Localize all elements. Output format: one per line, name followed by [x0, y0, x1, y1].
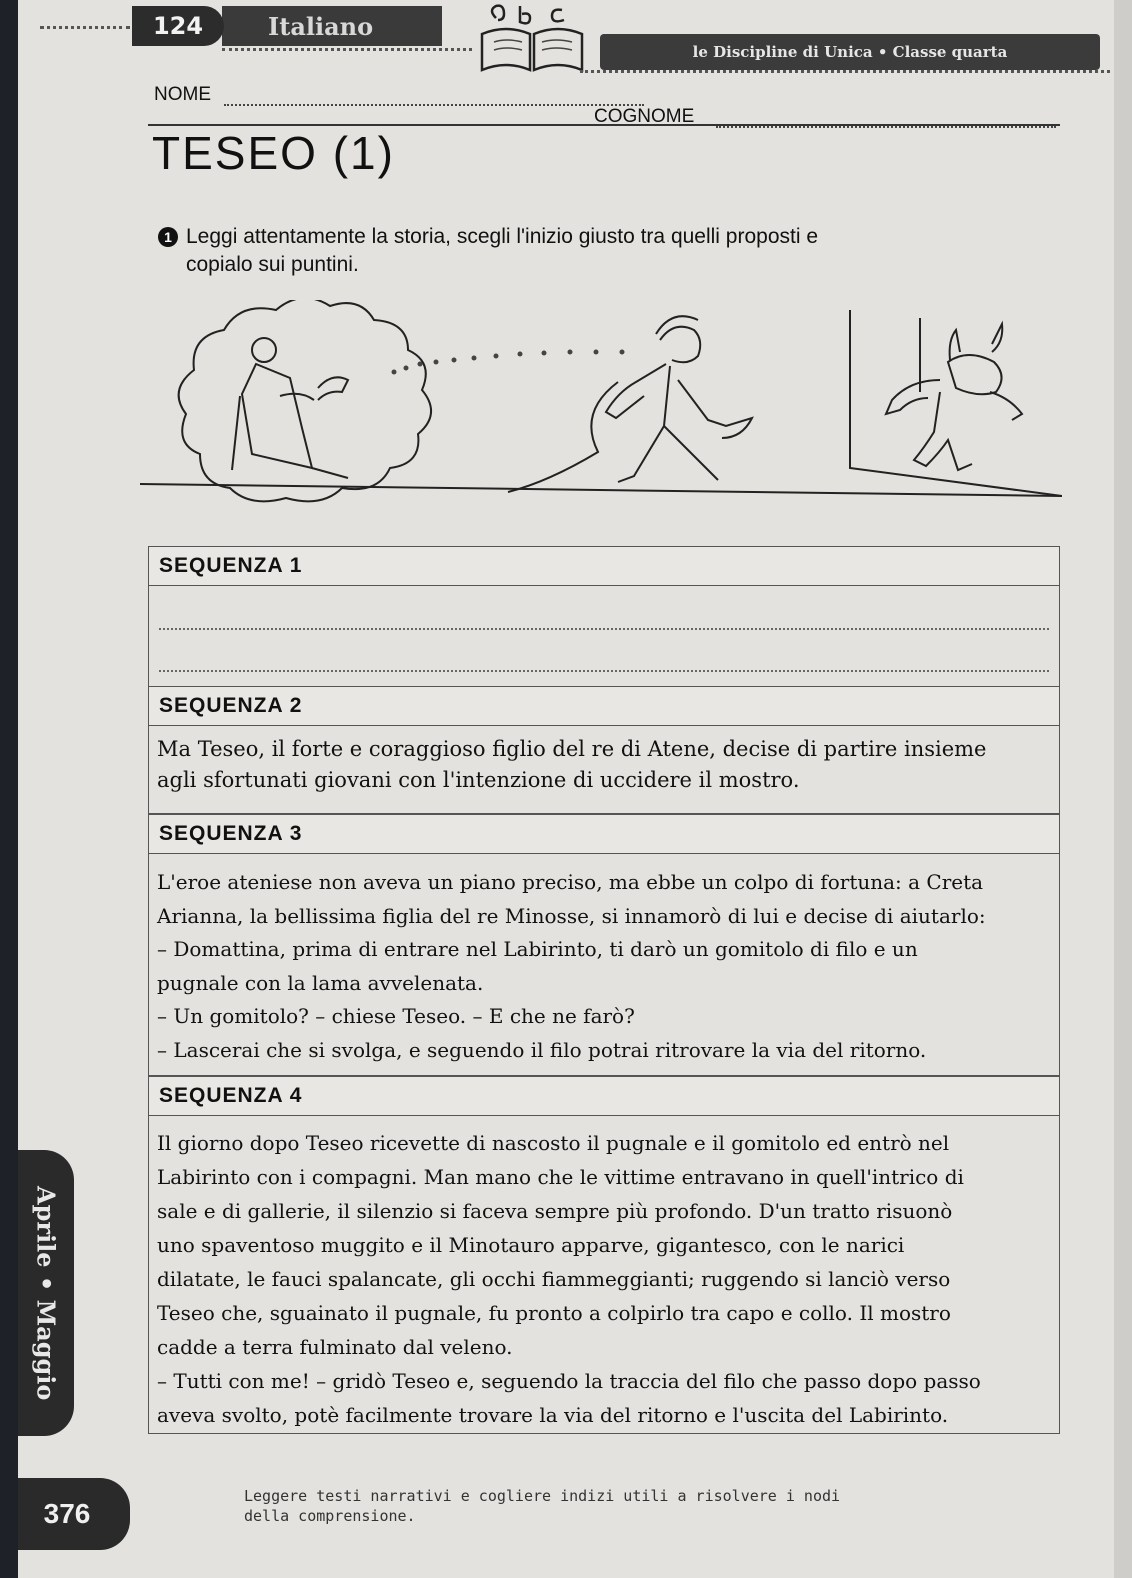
illustration-theseus — [508, 316, 752, 492]
name-field[interactable] — [224, 104, 644, 106]
sequence-4-line: sale e di gallerie, il silenzio si faceva sempre più profondo. D'un tratto risuonò — [157, 1199, 953, 1223]
sequence-3-text — [148, 854, 1060, 1076]
sequence-3-line: – Lascerai che si svolga, e seguendo il filo potrai ritrovare la via del ritorno. — [157, 1037, 927, 1062]
exercise-instruction — [158, 223, 1058, 279]
learning-objective — [244, 1486, 884, 1526]
story-illustration — [140, 300, 1062, 528]
name-label: NOME — [154, 84, 211, 105]
sequence-3-line: pugnale con la lama avvelenata. — [157, 970, 484, 995]
page-edge — [0, 0, 18, 1578]
sequence-4-line: cadde a terra fulminato dal veleno. — [157, 1335, 513, 1359]
header-page-number: 124 — [132, 6, 224, 46]
sequence-4-line: uno spaventoso muggito e il Minotauro apparve, gigantesco, con le narici — [157, 1233, 905, 1257]
header-dots-right — [580, 70, 1110, 73]
month-tab-label: Aprile • Maggio — [31, 1185, 61, 1401]
page-title: TESEO (1) — [152, 127, 395, 179]
objective-line-2: della comprensione. — [244, 1507, 416, 1525]
sequence-4-line: Teseo che, sguainato il pugnale, fu pronto a colpirlo tra capo e collo. Il mostro — [157, 1301, 951, 1325]
subject-label: Italiano — [222, 6, 442, 46]
exercise-number-badge: 1 — [158, 227, 178, 247]
objective-line-1: Leggere testi narrativi e cogliere indizi utili a risolvere i nodi — [244, 1487, 841, 1505]
book-icon — [476, 4, 588, 74]
sequence-3-line: – Un gomitolo? – chiese Teseo. – E che ne farò? — [157, 1004, 635, 1028]
header-dots-left — [40, 26, 130, 29]
illustration-ariadne — [179, 300, 431, 501]
sequence-2-header: SEQUENZA 2 — [148, 686, 1060, 726]
sequence-4-text — [148, 1116, 1060, 1434]
sequence-1-header: SEQUENZA 1 — [148, 546, 1060, 586]
surname-label: COGNOME — [594, 106, 695, 127]
series-label: le Discipline di Unica • Classe quarta — [600, 34, 1100, 70]
sequence-4-line: – Tutti con me! – gridò Teseo e, seguendo la traccia del filo che passo dopo passo — [157, 1369, 981, 1393]
sequence-2-line: agli sfortunati giovani con l'intenzione di uccidere il mostro. — [157, 768, 800, 792]
footer-page-number: 376 — [43, 1498, 91, 1529]
sequence-2-text — [148, 726, 1060, 814]
answer-line-1[interactable] — [159, 628, 1049, 630]
surname-field[interactable] — [716, 126, 1056, 128]
sequence-4-header: SEQUENZA 4 — [148, 1076, 1060, 1116]
sequence-2-line: Ma Teseo, il forte e coraggioso figlio del re di Atene, decise di partire insieme — [157, 737, 987, 761]
illustration-minotaur — [886, 324, 1022, 470]
sequence-3-header: SEQUENZA 3 — [148, 814, 1060, 854]
instruction-line-1: Leggi attentamente la storia, scegli l'inizio giusto tra quelli proposti e — [186, 225, 819, 248]
sequence-4-line: Labirinto con i compagni. Man mano che le vittime entravano in quell'intrico di — [157, 1165, 964, 1189]
answer-line-2[interactable] — [159, 670, 1049, 672]
sequence-3-line: L'eroe ateniese non aveva un piano preciso, ma ebbe un colpo di fortuna: a Creta — [157, 870, 984, 894]
sequence-3-line: Arianna, la bellissima figlia del re Minosse, si innamorò di lui e decise di aiutarlo: — [157, 903, 986, 928]
sequence-3-line: – Domattina, prima di entrare nel Labirinto, ti darò un gomitolo di filo e un — [157, 937, 918, 961]
page-header — [40, 4, 1110, 76]
instruction-line-2: copialo sui puntini. — [186, 253, 359, 276]
sequence-1-answer-area[interactable] — [148, 586, 1060, 688]
header-dots-mid — [222, 48, 472, 51]
sequence-4-line: Il giorno dopo Teseo ricevette di nascosto il pugnale e il gomitolo ed entrò nel — [157, 1131, 950, 1155]
sequence-4-line: dilatate, le fauci spalancate, gli occhi fiammeggianti; ruggendo si lanciò verso — [157, 1267, 951, 1291]
sequence-4-line: aveva svolto, potè facilmente trovare la via del ritorno e l'uscita del Labirinto. — [157, 1403, 949, 1427]
